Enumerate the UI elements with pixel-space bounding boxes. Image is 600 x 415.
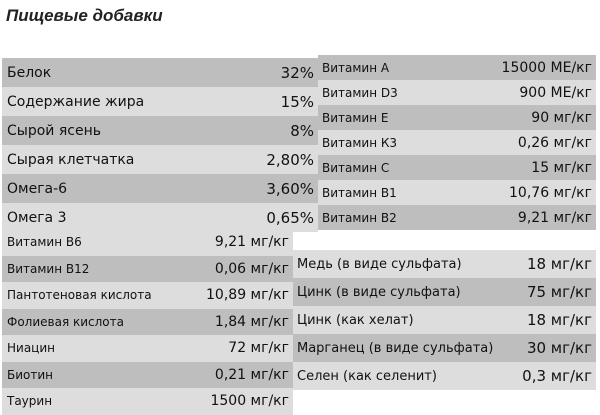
table-row [318, 130, 596, 155]
minerals-table [293, 250, 596, 390]
row-value: 10,89 мг/кг [206, 287, 289, 304]
row-name: Сырая клетчатка [7, 151, 135, 168]
row-name: Пантотеновая кислота [7, 288, 152, 303]
row-value: 75 мг/кг [526, 283, 592, 301]
vitamins-table [318, 55, 596, 230]
row-name: Витамин В6 [7, 235, 82, 250]
row-value: 90 мг/кг [531, 109, 592, 126]
table-row [293, 250, 596, 278]
table-row [2, 229, 293, 256]
table-row [2, 362, 293, 389]
row-value: 30 мг/кг [526, 339, 592, 357]
row-name: Цинк (в виде сульфата) [297, 284, 461, 300]
table-row [2, 87, 318, 116]
table-row [2, 174, 318, 203]
table-row [318, 80, 596, 105]
row-value: 0,65% [266, 208, 314, 227]
row-value: 0,21 мг/кг [214, 366, 289, 383]
row-name: Витамин С [322, 160, 390, 175]
table-row [293, 362, 596, 390]
row-name: Биотин [7, 367, 54, 382]
table-row [2, 256, 293, 283]
row-value: 18 мг/кг [526, 311, 592, 329]
row-name: Марганец (в виде сульфата) [297, 340, 494, 356]
row-value: 3,60% [266, 179, 314, 198]
row-name: Фолиевая кислота [7, 314, 124, 329]
table-row [2, 282, 293, 309]
row-name: Омега 3 [7, 209, 67, 226]
row-name: Содержание жира [7, 93, 145, 110]
row-value: 1500 мг/кг [210, 393, 289, 410]
row-name: Витамин К3 [322, 135, 398, 150]
row-value: 10,76 мг/кг [509, 184, 592, 201]
table-row [318, 55, 596, 80]
row-value: 9,21 мг/кг [214, 234, 289, 251]
row-value: 900 МЕ/кг [519, 84, 592, 101]
row-value: 8% [290, 121, 314, 140]
row-value: 0,06 мг/кг [214, 260, 289, 277]
row-name: Витамин Е [322, 110, 389, 125]
row-value: 15000 МЕ/кг [501, 59, 592, 76]
nutrients-table [2, 58, 318, 232]
row-name: Витамин В1 [322, 185, 397, 200]
row-name: Витамин D3 [322, 85, 398, 100]
row-name: Цинк (как хелат) [297, 312, 414, 328]
table-row [2, 58, 318, 87]
row-value: 9,21 мг/кг [517, 209, 592, 226]
row-value: 32% [280, 63, 314, 82]
row-name: Селен (как селенит) [297, 368, 437, 384]
row-name: Медь (в виде сульфата) [297, 256, 462, 272]
row-value: 2,80% [266, 150, 314, 169]
row-name: Омега-6 [7, 180, 68, 197]
row-name: Таурин [7, 394, 53, 409]
row-value: 0,3 мг/кг [522, 367, 592, 385]
table-row [2, 116, 318, 145]
page-title: Пищевые добавки [6, 6, 163, 25]
vitamins-b-table [2, 229, 293, 415]
row-name: Сырой ясень [7, 122, 101, 139]
row-value: 18 мг/кг [526, 255, 592, 273]
table-row [318, 205, 596, 230]
row-name: Витамин А [322, 60, 390, 75]
table-row [2, 203, 318, 232]
table-row [2, 309, 293, 336]
row-name: Витамин В2 [322, 210, 397, 225]
row-value: 15% [280, 92, 314, 111]
row-name: Витамин В12 [7, 261, 90, 276]
table-row [2, 388, 293, 415]
row-name: Белок [7, 64, 52, 81]
table-row [2, 335, 293, 362]
table-row [293, 306, 596, 334]
row-value: 1,84 мг/кг [214, 313, 289, 330]
row-name: Ниацин [7, 341, 55, 356]
row-value: 72 мг/кг [228, 340, 289, 357]
table-row [318, 105, 596, 130]
row-value: 15 мг/кг [531, 159, 592, 176]
table-row [318, 155, 596, 180]
row-value: 0,26 мг/кг [517, 134, 592, 151]
table-row [293, 278, 596, 306]
table-row [2, 145, 318, 174]
table-row [293, 334, 596, 362]
table-row [318, 180, 596, 205]
